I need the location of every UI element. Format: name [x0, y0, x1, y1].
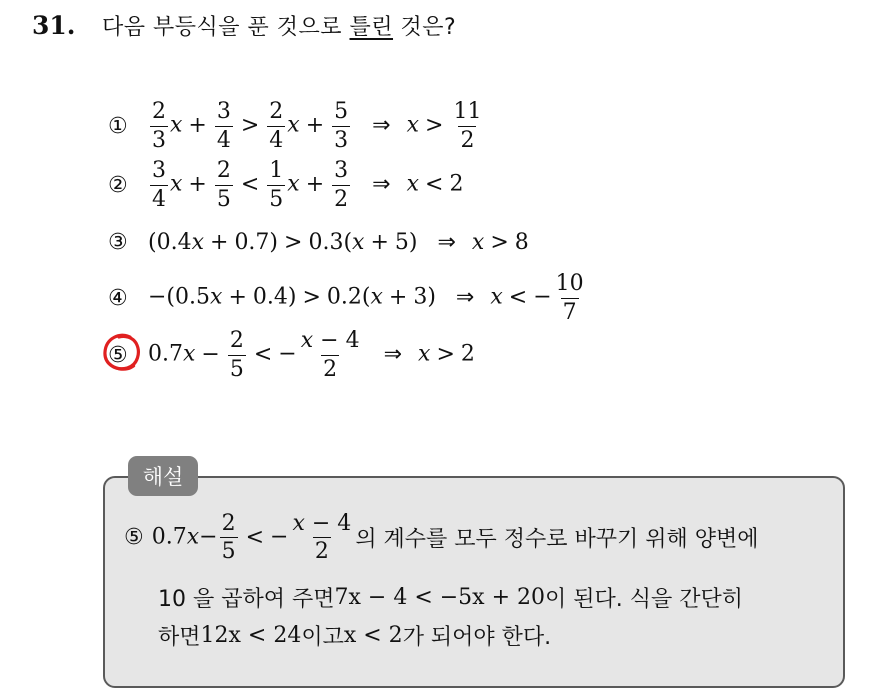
choice-4[interactable] [108, 268, 588, 328]
choice-1[interactable] [108, 96, 485, 156]
answer-circle-mark [100, 330, 144, 374]
explanation-line-3: 하면 12x < 24 이고 x < 2 가 되어야 한다. [158, 623, 552, 650]
choice-marker: ① [108, 113, 128, 139]
choice-5[interactable] [108, 325, 475, 385]
choice-expression: $\frac{2}{3}$ x + $\frac{3}{4}$ > $\frac{2}{4}$ x + $\frac{5}{3}$ ⇒ x > $\frac{11}{2}$ [152, 99, 482, 153]
explanation-line-2: 10 을 곱하여 주면 7x − 4 < −5x + 20 이 된다. 식을 간단히 [158, 585, 743, 612]
choice-expression: (0.4x + 0.7) > 0.3(x + 5) ⇒ x > 8 [148, 229, 529, 255]
choice-expression: −(0.5x + 0.4) > 0.2(x + 3) ⇒ x < − $\frac{10}{7}$ [148, 271, 584, 325]
choice-2[interactable] [108, 155, 463, 215]
underlined-word: 틀린 [349, 15, 394, 40]
explanation-marker: ⑤ [124, 525, 144, 551]
choice-expression: 0.7x − $\frac{2}{5}$ < − $\frac{x - 4}{2}$ ⇒ x > 2 [148, 328, 475, 382]
question-number: 31. [32, 11, 76, 40]
explanation-line-1 [124, 512, 839, 563]
choice-marker: ⑤ [108, 342, 128, 368]
explanation-text: 의 계수를 모두 정수로 바꾸기 위해 양변에 [355, 527, 759, 553]
explanation-tag: 해설 [128, 456, 198, 496]
question-stem: 다음 부등식을 푼 것으로 틀린 것은? [102, 15, 457, 40]
choice-marker: ② [108, 172, 128, 198]
choice-expression: $\frac{3}{4}$ x + $\frac{2}{5}$ < $\frac{1}{5}$ x + $\frac{3}{2}$ ⇒ x < 2 [152, 158, 464, 212]
choice-marker: ③ [108, 229, 128, 255]
question-header [32, 10, 456, 41]
choice-marker: ④ [108, 285, 128, 311]
explanation-expression: 0.7x− $\frac{2}{5}$ < − $\frac{x - 4}{2}$ [151, 511, 352, 565]
choice-3[interactable] [108, 212, 529, 272]
